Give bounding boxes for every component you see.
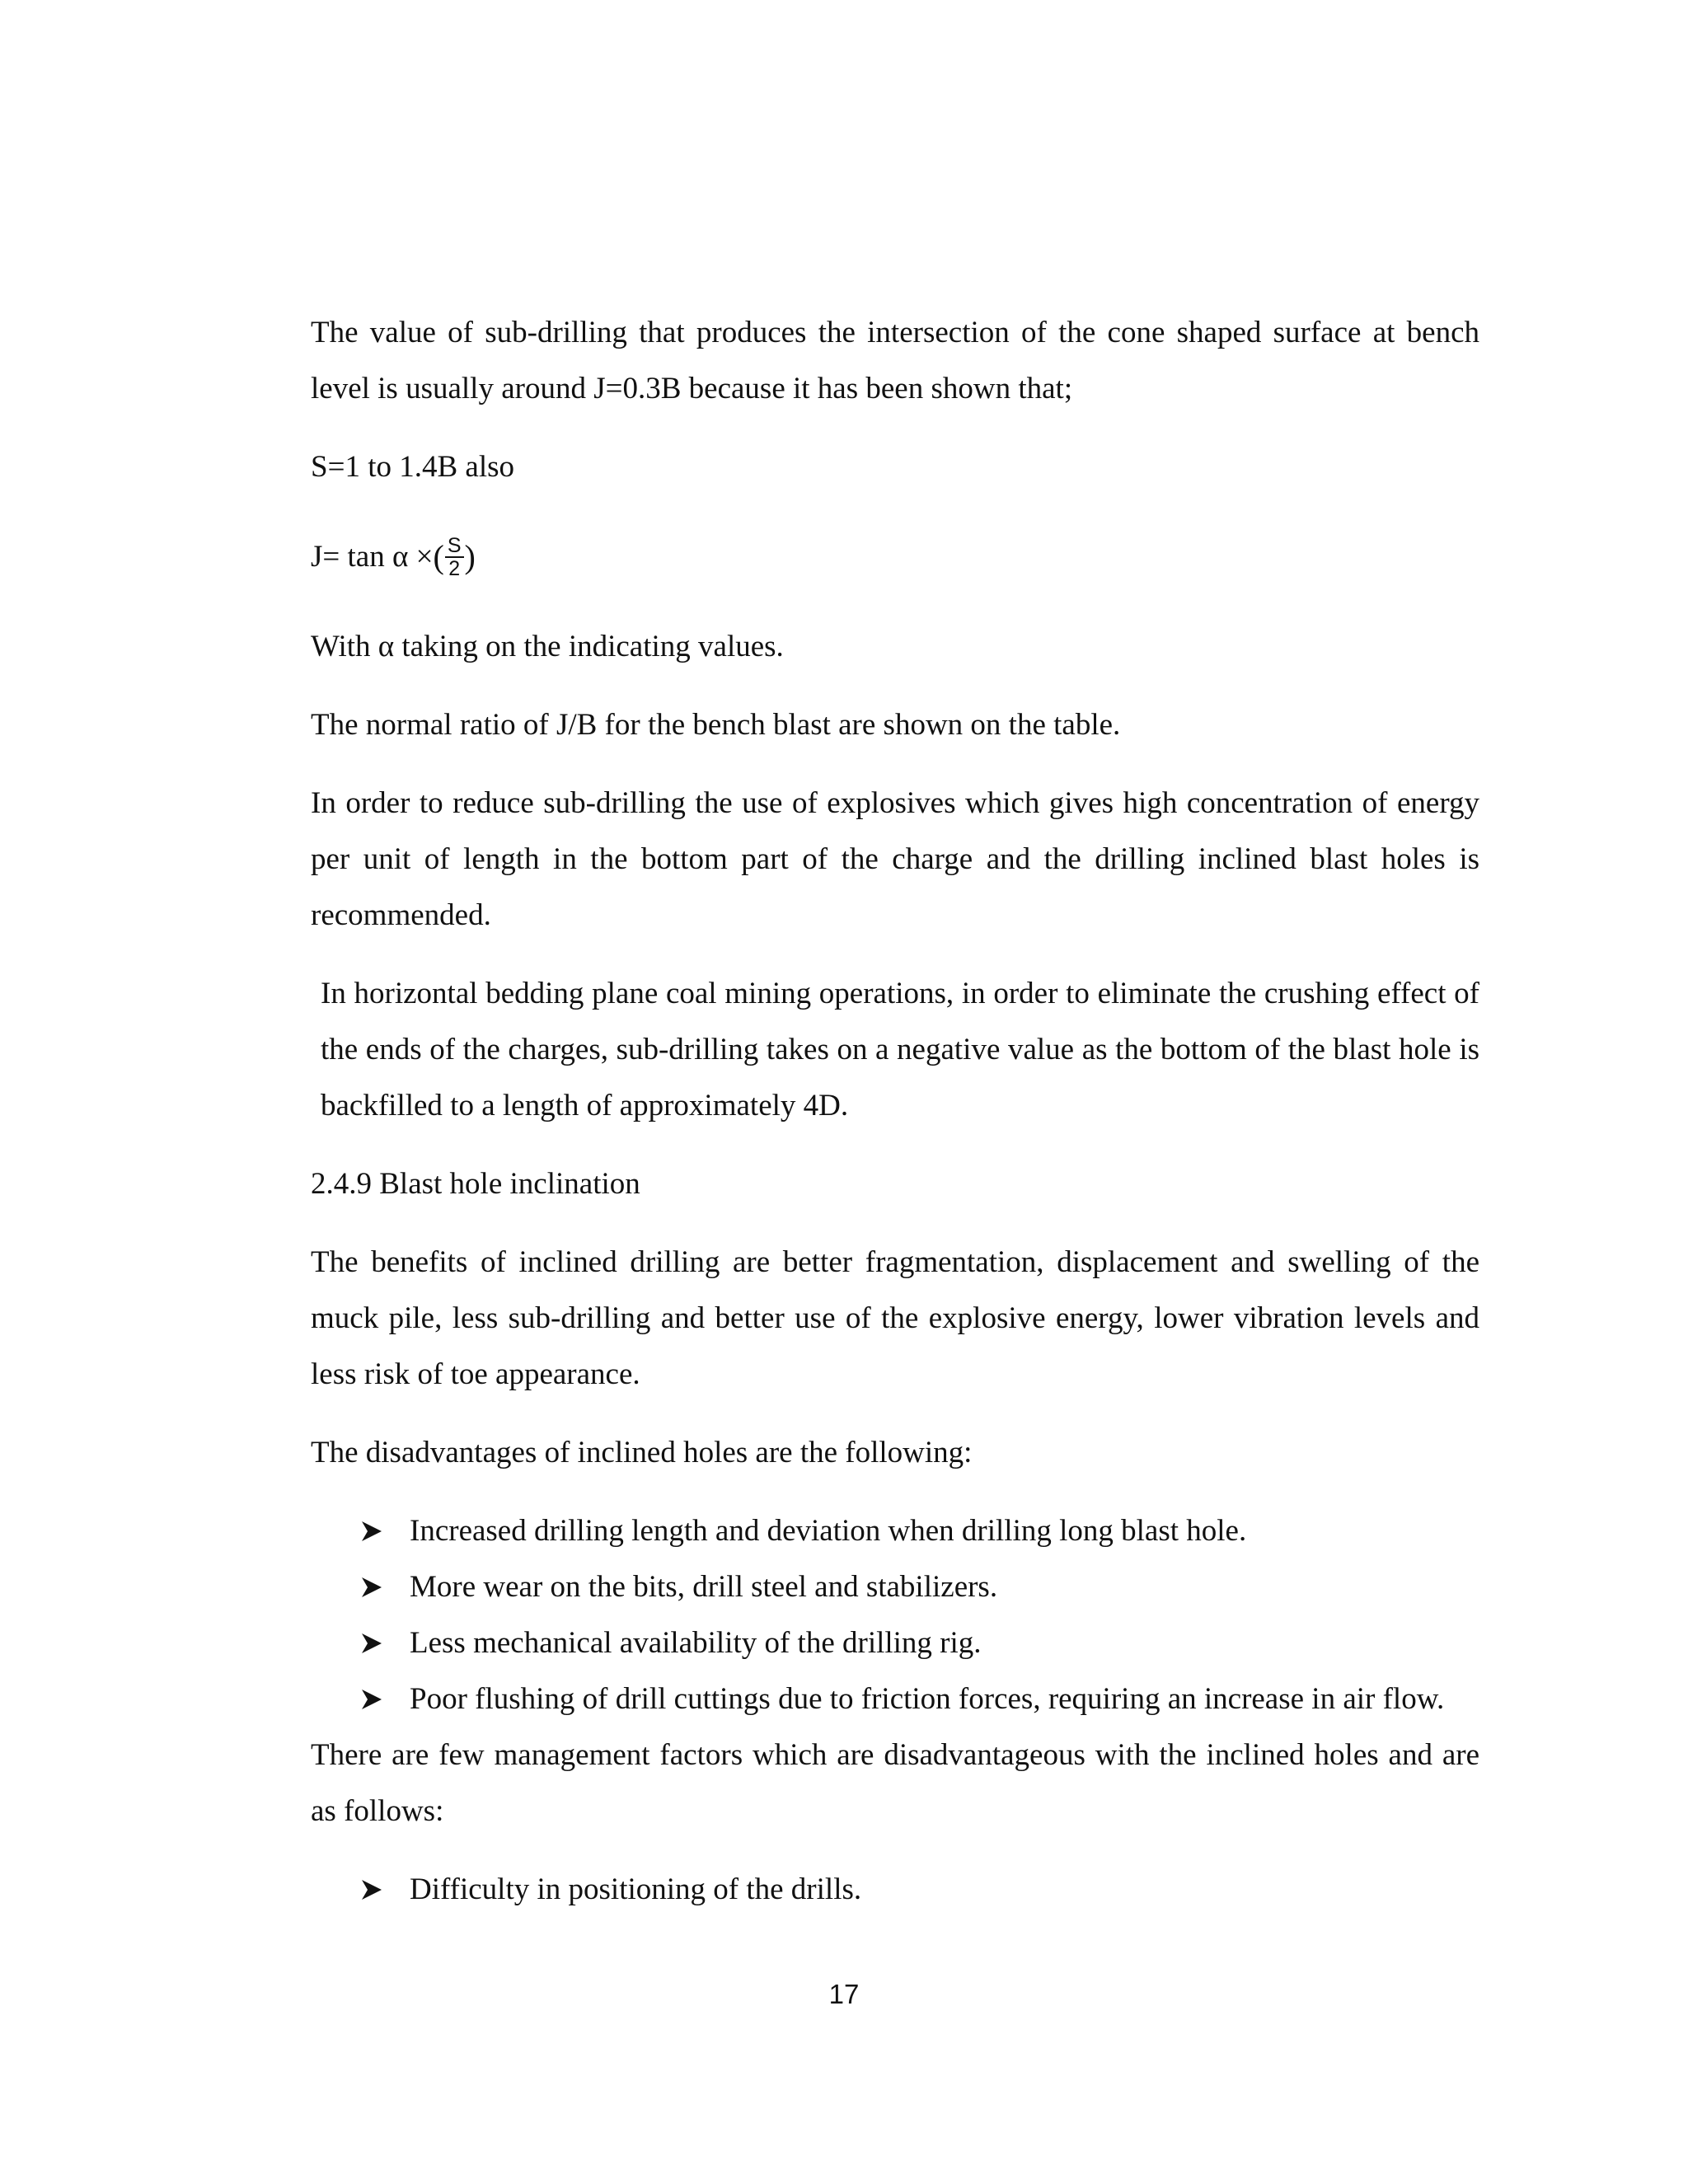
formula-open-paren: ( — [433, 538, 444, 575]
arrowhead-icon — [360, 1632, 383, 1655]
management-factors-list — [311, 1862, 1479, 1918]
arrowhead-icon — [360, 1576, 383, 1599]
arrowhead-icon — [360, 1878, 383, 1901]
formula-numerator: S — [445, 535, 464, 558]
list-item-text: Increased drilling length and deviation when drilling long blast hole. — [410, 1514, 1247, 1548]
paragraph-disadvantages-intro: The disadvantages of inclined holes are the following: — [311, 1436, 973, 1469]
disadvantages-list — [311, 1503, 1479, 1727]
formula-lhs: J= tan α × — [311, 540, 434, 574]
formula-subdrilling — [311, 518, 1479, 597]
formula-denominator: 2 — [448, 557, 461, 580]
list-item — [360, 1671, 1479, 1727]
list-item — [360, 1615, 1479, 1671]
paragraph-inclined-benefits: The benefits of inclined drilling are better fragmentation, displacement and swelling of the muck pile, less sub-drilling and better use of the explosive energy, lower vibration levels and less risk of toe appearance. — [311, 1245, 1479, 1391]
formula-close-paren: ) — [464, 538, 476, 575]
paragraph-spacing-relation: S=1 to 1.4B also — [311, 450, 515, 484]
list-item-text: Difficulty in positioning of the drills. — [410, 1872, 862, 1906]
formula-fraction — [445, 535, 464, 579]
paragraph-alpha-values: With α taking on the indicating values. — [311, 630, 784, 663]
paragraph-management-factors: There are few management factors which are disadvantageous with the inclined holes and are as follows: — [311, 1738, 1479, 1828]
page-body — [311, 305, 1479, 1918]
page-number: 17 — [828, 1979, 860, 2009]
paragraph-subdrilling-value: The value of sub-drilling that produces the intersection of the cone shaped surface at bench level is usually around J=0.3B because it has been shown that; — [311, 316, 1479, 405]
paragraph-reduce-subdrilling: In order to reduce sub-drilling the use of explosives which gives high concentration of energy per unit of length in the bottom part of the charge and the drilling inclined blast holes is recommended. — [311, 786, 1479, 932]
list-item-text: Less mechanical availability of the drilling rig. — [410, 1626, 982, 1660]
paragraph-jb-ratio: The normal ratio of J/B for the bench blast are shown on the table. — [311, 708, 1121, 742]
list-item-text: More wear on the bits, drill steel and stabilizers. — [410, 1570, 998, 1604]
arrowhead-icon — [360, 1520, 383, 1543]
section-heading: 2.4.9 Blast hole inclination — [311, 1167, 640, 1201]
list-item — [360, 1559, 1479, 1615]
list-item-text: Poor flushing of drill cuttings due to friction forces, requiring an increase in air flow. — [410, 1682, 1445, 1716]
list-item — [360, 1862, 1479, 1918]
arrowhead-icon — [360, 1688, 383, 1711]
list-item — [360, 1503, 1479, 1559]
paragraph-coal-mining: In horizontal bedding plane coal mining operations, in order to eliminate the crushing effect of the ends of the charges, sub-drilling takes on a negative value as the bottom of the blast hole is backfilled to a length of approximately 4D. — [321, 977, 1479, 1122]
